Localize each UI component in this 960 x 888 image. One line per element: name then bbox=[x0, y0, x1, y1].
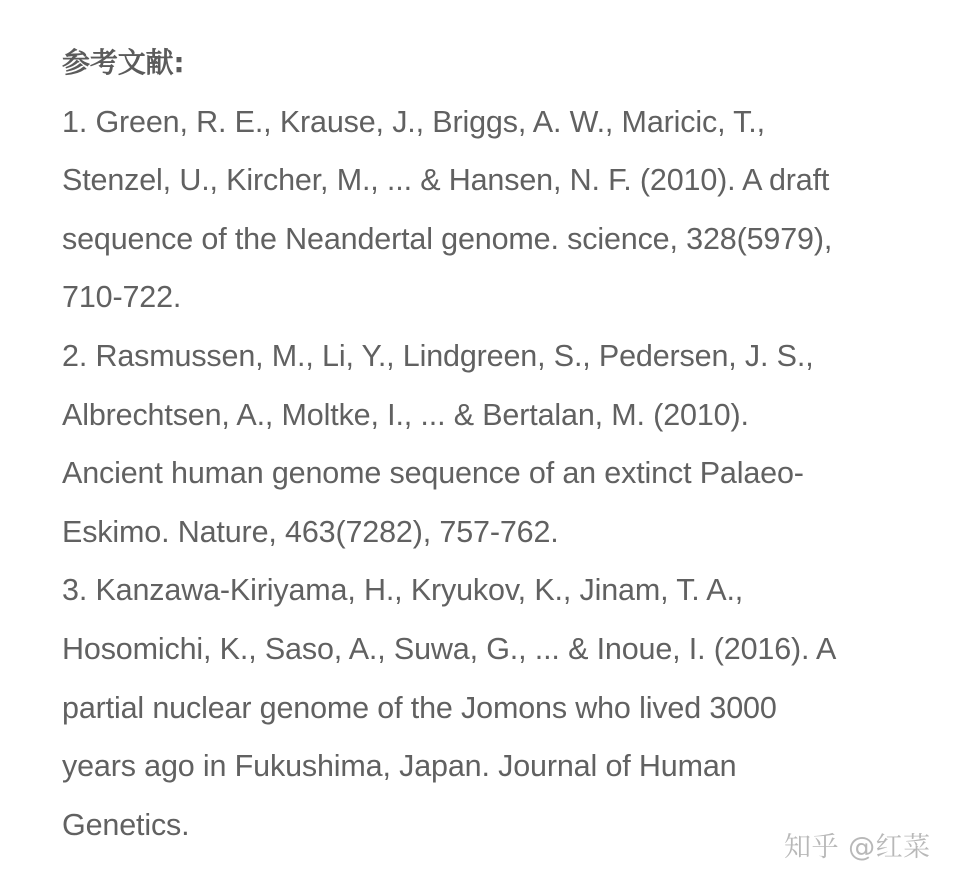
reference-1-line-4: 710-722. bbox=[62, 280, 182, 315]
reference-3-line-4: years ago in Fukushima, Japan. Journal of Human bbox=[62, 749, 737, 784]
reference-3-line-3: partial nuclear genome of the Jomons who lived 3000 bbox=[62, 690, 777, 725]
reference-3-line-2: Hosomichi, K., Saso, A., Suwa, G., ... & Inoue, I. (2016). A bbox=[62, 631, 837, 666]
reference-3-line-1: 3. Kanzawa-Kiriyama, H., Kryukov, K., Jinam, T. A., bbox=[62, 573, 744, 608]
references-heading: 参考文献: bbox=[62, 46, 185, 79]
reference-2-line-4: Eskimo. Nature, 463(7282), 757-762. bbox=[62, 514, 559, 549]
reference-2-line-3: Ancient human genome sequence of an extinct Palaeo- bbox=[62, 456, 804, 491]
zhihu-watermark: 知乎 @红菜 bbox=[784, 832, 931, 863]
reference-item-2 bbox=[62, 327, 922, 561]
references-section bbox=[62, 34, 922, 854]
reference-2-line-1: 2. Rasmussen, M., Li, Y., Lindgreen, S., Pedersen, J. S., bbox=[62, 338, 814, 373]
reference-3-line-5: Genetics. bbox=[62, 807, 190, 842]
reference-2-line-2: Albrechtsen, A., Moltke, I., ... & Bertalan, M. (2010). bbox=[62, 397, 749, 432]
reference-1-line-2: Stenzel, U., Kircher, M., ... & Hansen, N. F. (2010). A draft bbox=[62, 163, 830, 198]
reference-item-3 bbox=[62, 561, 922, 854]
reference-1-line-3: sequence of the Neandertal genome. science, 328(5979), bbox=[62, 221, 833, 256]
reference-item-1 bbox=[62, 93, 922, 327]
reference-1-line-1: 1. Green, R. E., Krause, J., Briggs, A. W., Maricic, T., bbox=[62, 104, 765, 139]
